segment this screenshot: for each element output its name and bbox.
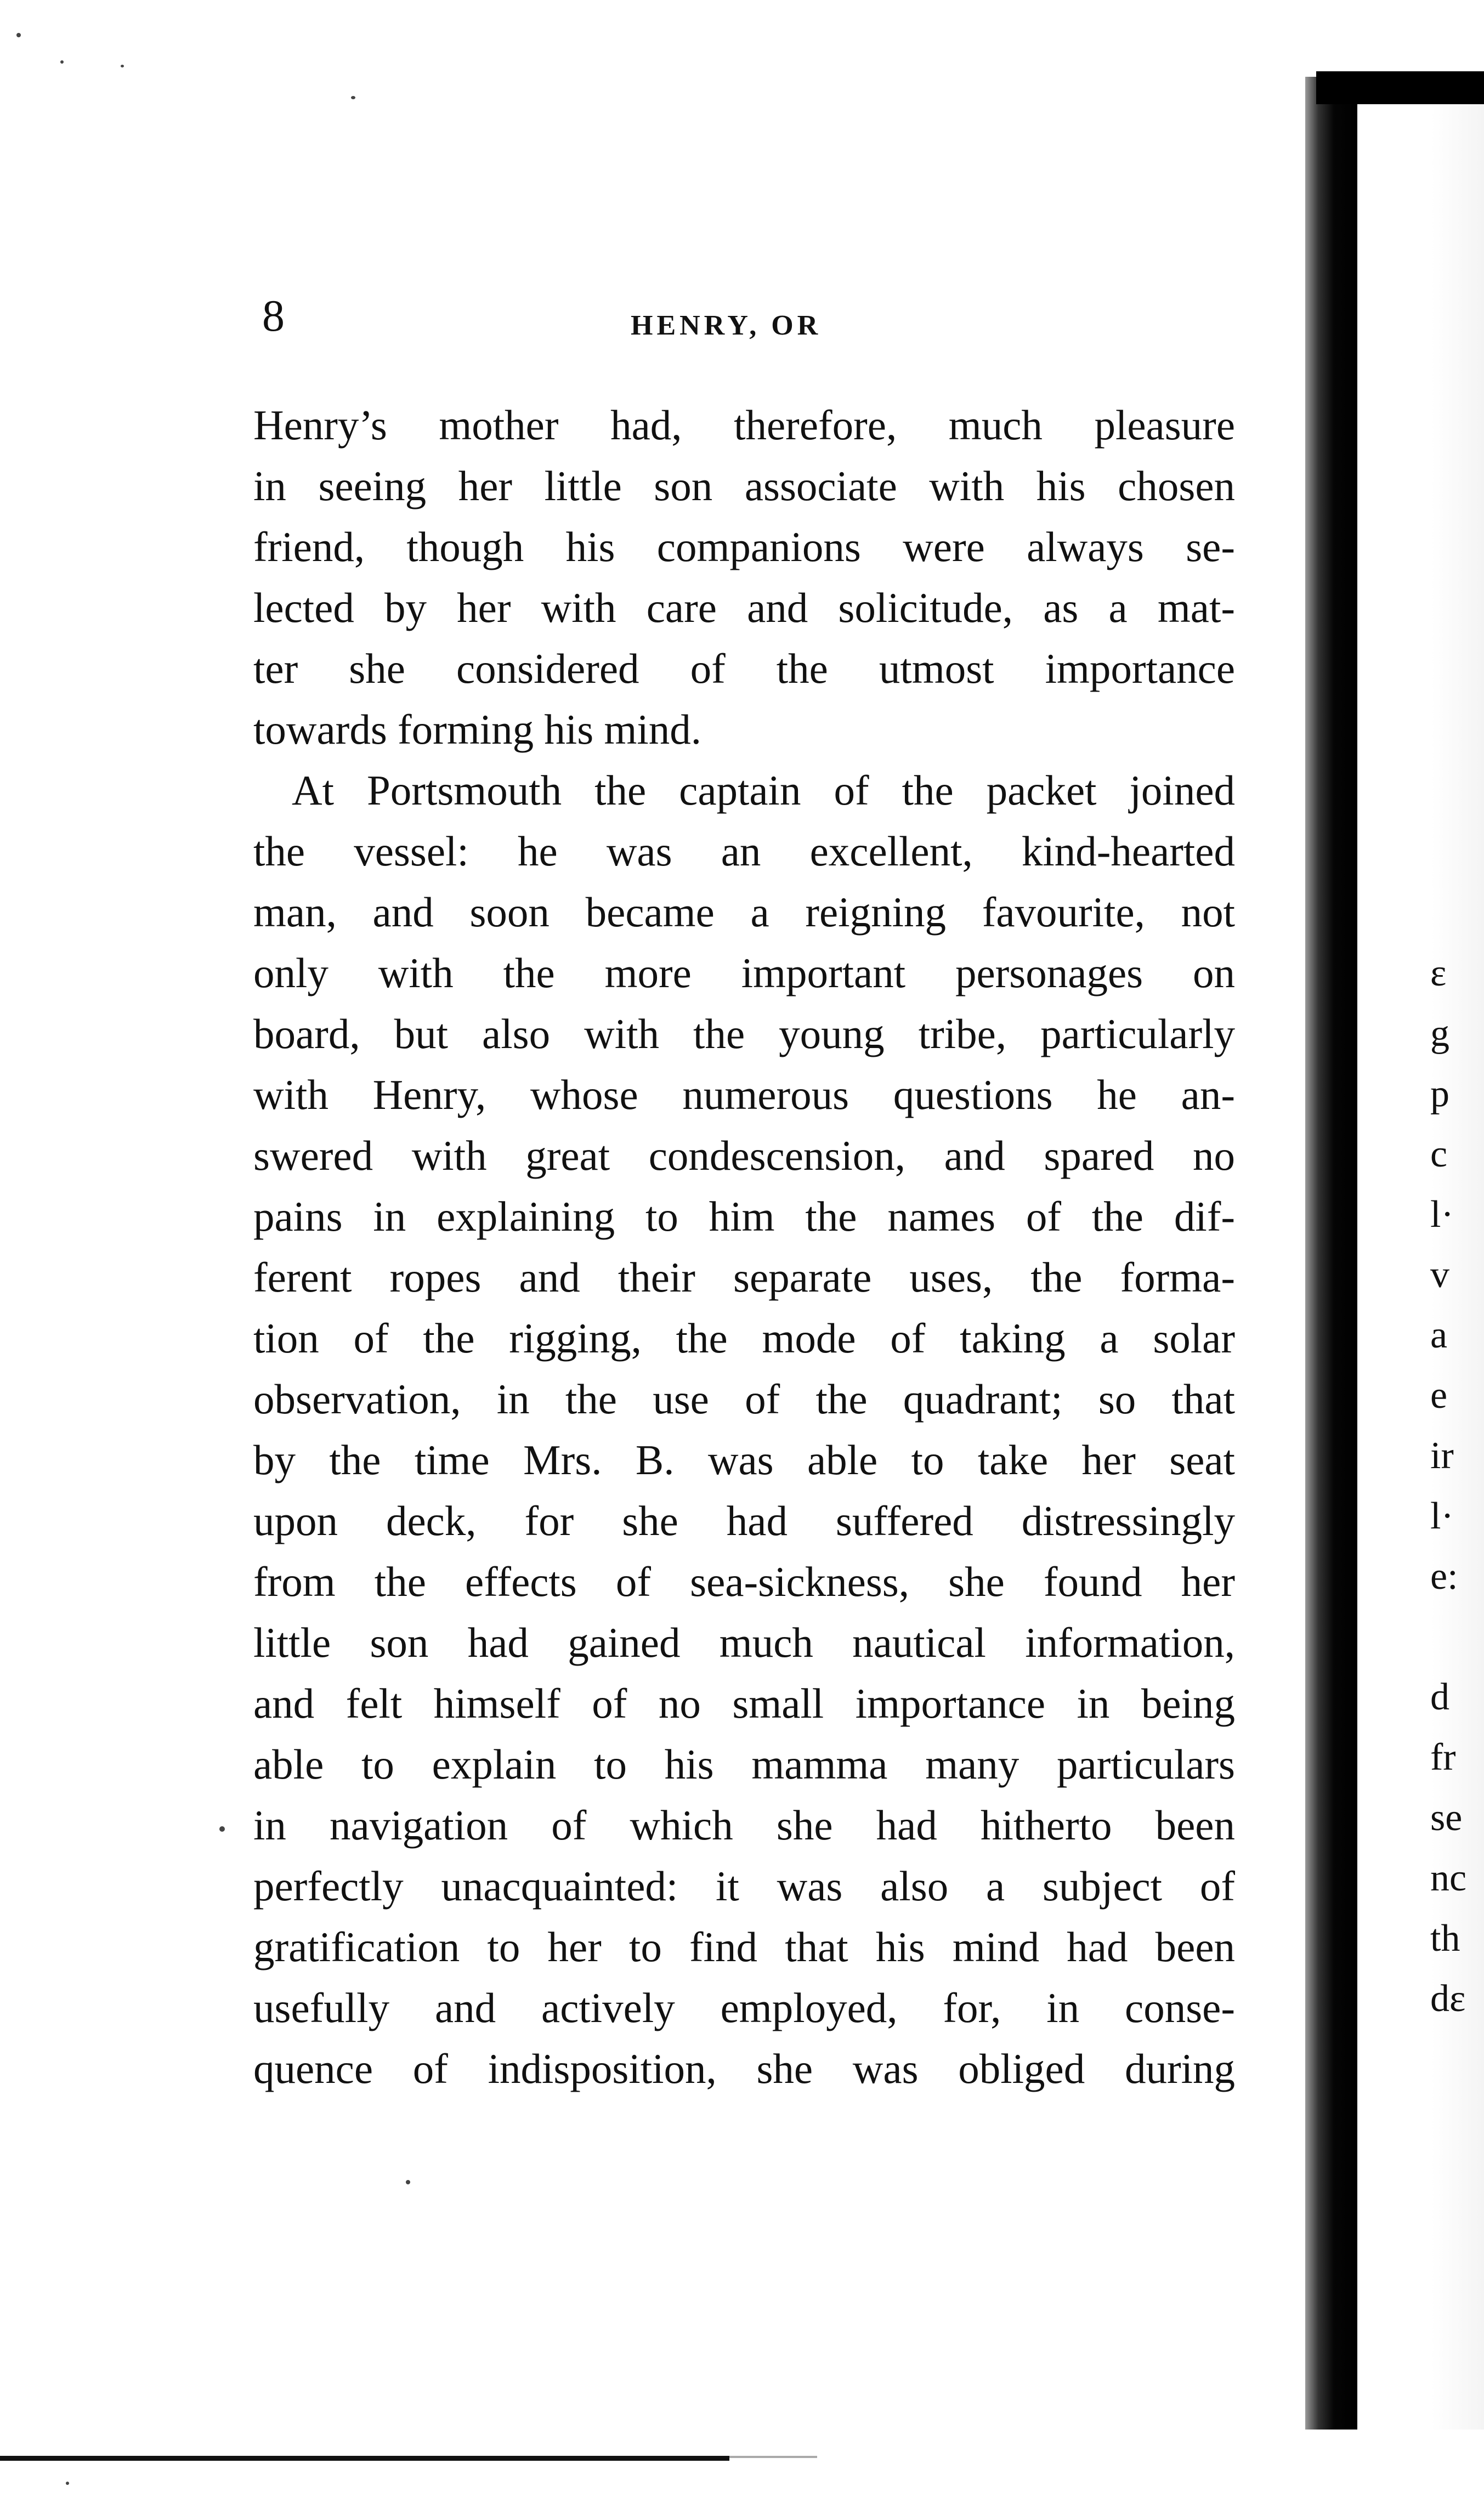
text-line: quence of indisposition, she was obliged during	[253, 2045, 1235, 2092]
text-line: ferent ropes and their separate uses, the forma-	[253, 1254, 1235, 1301]
bleed-fragment: dε	[1430, 1978, 1466, 2020]
bleed-fragment: a	[1430, 1314, 1448, 1356]
bleed-fragment: d	[1430, 1676, 1449, 1718]
text-line: pains in explaining to him the names of the dif-	[253, 1193, 1235, 1240]
body-text	[253, 395, 1235, 2099]
text-line: Henry’s mother had, therefore, much pleasure	[253, 401, 1235, 449]
binding-gutter-shadow	[1305, 77, 1357, 2430]
scan-speck	[219, 1826, 225, 1832]
scan-speck	[60, 60, 64, 64]
bleed-fragment: v	[1430, 1254, 1449, 1296]
bleed-fragment: p	[1430, 1073, 1449, 1115]
scan-speck	[66, 2482, 69, 2485]
text-line: in seeing her little son associate with his chosen	[253, 462, 1235, 509]
text-line: swered with great condescension, and spared no	[253, 1132, 1235, 1179]
scan-speck	[406, 2180, 410, 2184]
binding-top-shadow	[1316, 71, 1484, 104]
text-line: in navigation of which she had hitherto been	[253, 1802, 1235, 1849]
page-number: 8	[262, 291, 285, 341]
scan-speck	[351, 96, 355, 99]
bleed-fragment: l·	[1430, 1193, 1454, 1236]
text-line: able to explain to his mamma many particulars	[253, 1741, 1235, 1788]
text-line: towards forming his mind.	[253, 706, 701, 753]
scan-speck	[16, 33, 21, 37]
text-line: lected by her with care and solicitude, as a mat-	[253, 584, 1235, 631]
bleed-fragment: nc	[1430, 1857, 1467, 1899]
bleed-fragment: e	[1430, 1374, 1448, 1417]
text-line: observation, in the use of the quadrant; so that	[253, 1375, 1235, 1423]
bleed-fragment: e:	[1430, 1555, 1458, 1598]
text-line: little son had gained much nautical information,	[253, 1619, 1235, 1666]
text-line: the vessel: he was an excellent, kind-hearted	[253, 828, 1235, 875]
text-line: man, and soon became a reigning favourite, not	[253, 888, 1235, 936]
text-line: from the effects of sea-sickness, she found her	[253, 1558, 1235, 1605]
text-line: gratification to her to find that his mind had been	[253, 1923, 1235, 1970]
bottom-edge-rule-faint	[729, 2456, 817, 2458]
bleed-fragment: th	[1430, 1917, 1460, 1960]
text-line: ter she considered of the utmost importance	[253, 645, 1235, 692]
text-line: upon deck, for she had suffered distressingly	[253, 1497, 1235, 1544]
text-line: usefully and actively employed, for, in conse-	[253, 1984, 1235, 2031]
text-line: At Portsmouth the captain of the packet joined	[292, 767, 1235, 814]
bleed-fragment: g	[1430, 1012, 1449, 1055]
bleed-fragment: c	[1430, 1133, 1448, 1175]
bleed-fragment: ir	[1430, 1435, 1454, 1477]
text-line: friend, though his companions were always se-	[253, 523, 1235, 570]
text-line: with Henry, whose numerous questions he an-	[253, 1071, 1235, 1118]
bleed-fragment: l·	[1430, 1495, 1454, 1537]
text-line: by the time Mrs. B. was able to take her seat	[253, 1436, 1235, 1483]
text-line: tion of the rigging, the mode of taking a solar	[253, 1315, 1235, 1362]
bleed-fragment: ε	[1430, 952, 1447, 994]
bleed-fragment: fr	[1430, 1736, 1456, 1779]
running-head: HENRY, OR	[631, 310, 822, 341]
text-line: board, but also with the young tribe, particularly	[253, 1010, 1235, 1057]
scan-speck	[121, 65, 124, 67]
text-line: only with the more important personages on	[253, 949, 1235, 996]
text-line: and felt himself of no small importance in being	[253, 1680, 1235, 1727]
bottom-edge-rule	[0, 2456, 729, 2461]
bleed-fragment: se	[1430, 1797, 1463, 1839]
text-line: perfectly unacquainted: it was also a subject of	[253, 1862, 1235, 1910]
